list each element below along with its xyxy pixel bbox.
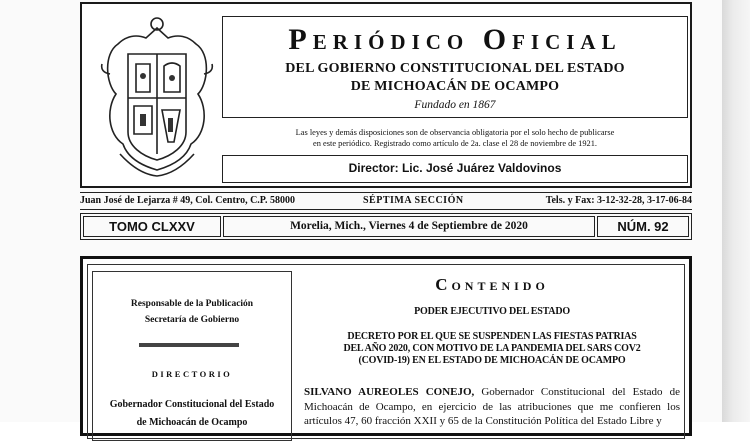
address-text: Juan José de Lejarza # 49, Col. Centro, C.P. 58000 [80, 195, 295, 206]
issue-date: Morelia, Mich., Viernes 4 de Septiembre de 2020 [223, 216, 595, 237]
directory-divider [139, 343, 239, 347]
governor-block [93, 396, 291, 432]
title-panel [222, 16, 688, 118]
divider-bottom [80, 209, 692, 210]
responsable-block [93, 296, 291, 328]
founded-year: Fundado en 1867 [414, 99, 496, 111]
contents-column [302, 265, 682, 440]
directorio-heading: DIRECTORIO [151, 369, 233, 379]
governor-line-2: de Michoacán de Ocampo [136, 417, 248, 428]
issue-number: NÚM. 92 [597, 216, 689, 237]
subtitle-line-2: DE MICHOACÁN DE OCAMPO [350, 79, 560, 94]
legal-notice [222, 127, 688, 149]
poder-ejecutivo-heading: PODER EJECUTIVO DEL ESTADO [414, 306, 570, 317]
governor-line-1: Gobernador Constitucional del Estado [109, 399, 275, 410]
coat-of-arms-icon [98, 14, 216, 178]
responsable-line-2: Secretaría de Gobierno [144, 315, 240, 325]
legal-line-2: en este periódico. Registrado como artículo de 2a. clase el 28 de noviembre de 1921. [313, 139, 597, 148]
newspaper-title: Periódico Oficial [288, 23, 622, 56]
contents-inner-frame [87, 264, 685, 439]
decree-line-3: (COVID-19) EN EL ESTADO DE MICHOACÁN DE OCAMPO [358, 355, 626, 366]
masthead [80, 2, 692, 188]
phone-fax: Tels. y Fax: 3-12-32-28, 3-17-06-84 [545, 195, 692, 206]
decree-body-text: Gobernador Constitucional del Estado de Michoacán de Ocampo, en ejercicio de las atribuciones que me confieren los artículos 47, 60 fracción XXII y 65 de la Constitución Política del Estado Libre y [304, 386, 680, 427]
directory-column [92, 271, 292, 441]
address-bar [80, 192, 692, 210]
subtitle-line-1: DEL GOBIERNO CONSTITUCIONAL DEL ESTADO [285, 61, 625, 76]
decree-body [304, 385, 680, 429]
decree-line-1: DECRETO POR EL QUE SE SUSPENDEN LAS FIESTAS PATRIAS [347, 331, 637, 342]
issue-bar [80, 213, 692, 240]
governor-name: SILVANO AUREOLES CONEJO, [304, 386, 475, 398]
tomo-label: TOMO CLXXV [83, 216, 221, 237]
page-edge-shadow [722, 0, 750, 422]
decree-title [308, 331, 676, 367]
legal-line-1: Las leyes y demás disposiciones son de observancia obligatoria por el solo hecho de publicarse [295, 128, 615, 137]
decree-line-2: DEL AÑO 2020, CON MOTIVO DE LA PANDEMIA DEL SARS COV2 [343, 343, 641, 354]
responsable-line-1: Responsable de la Publicación [130, 299, 254, 309]
section-label: SÉPTIMA SECCIÓN [363, 195, 464, 206]
director-name: Director: Lic. José Juárez Valdovinos [222, 155, 688, 183]
contents-heading: Contenido [435, 275, 549, 294]
contents-panel [80, 256, 692, 436]
